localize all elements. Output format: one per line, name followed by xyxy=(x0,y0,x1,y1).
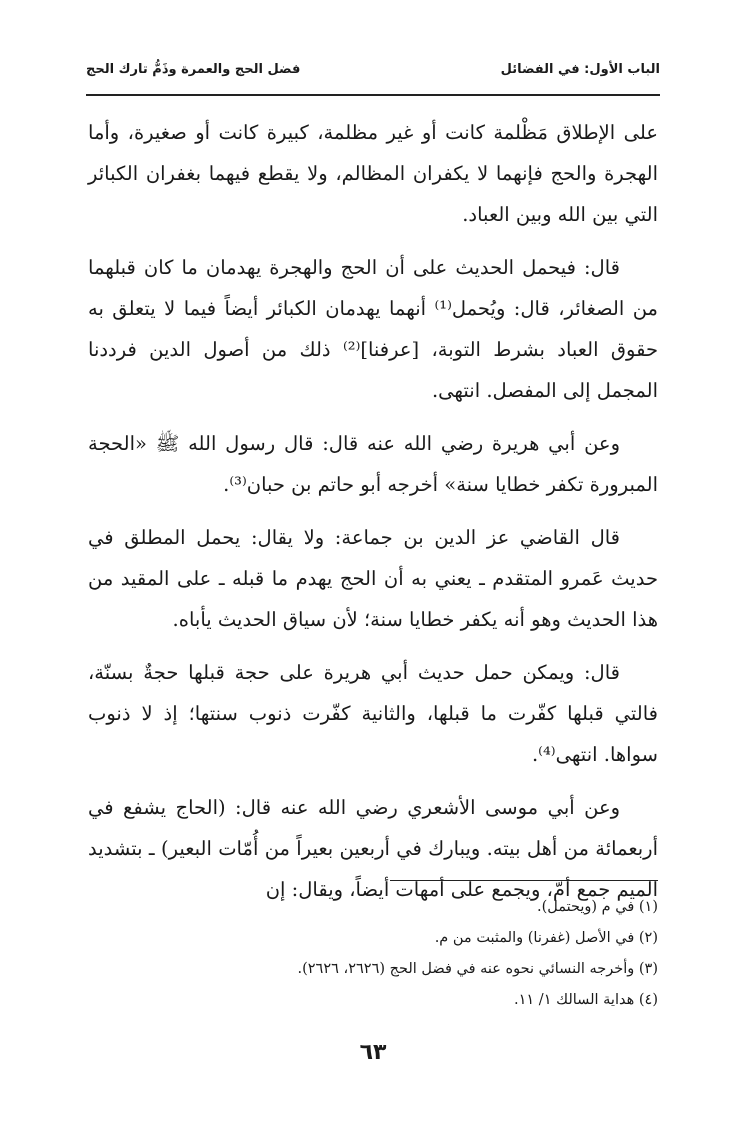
paragraph: وعن أبي موسى الأشعري رضي الله عنه قال: (الحاج يشفع في أربعمائة من أهل بيته. ويبارك في أربعين بعيراً من أُمّات البعير) ـ بتشديد الميم جمع أمّ، ويجمع على أمهات أيضاً، ويقال: إن xyxy=(88,796,658,901)
footnotes xyxy=(88,892,658,1016)
footnote: (٢) في الأصل (غفرنا) والمثبت من م. xyxy=(434,930,658,946)
paragraph: على الإطلاق مَظْلمة كانت أو غير مظلمة، كبيرة كانت أو صغيرة، وأما الهجرة والحج فإنهما لا يكفران المظالم، ولا يقطع فيهما بغفران الكبائر التي بين الله وبين العباد. xyxy=(88,121,658,226)
footnote: (٤) هداية السالك ١/ ١١. xyxy=(514,992,658,1008)
running-header xyxy=(86,58,660,86)
header-rule xyxy=(86,94,660,96)
paragraph: قال: ويمكن حمل حديث أبي هريرة على حجة قبلها حجةٌ بسنّة، فالتي قبلها كفّرت ما قبلها، والثانية كفّرت ذنوب سنتها؛ إذ لا ذنوب سواها. انتهى⁽⁴⁾. xyxy=(88,661,658,766)
main-text xyxy=(88,112,658,922)
header-chapter: الباب الأول: في الفضائل xyxy=(500,62,660,77)
footnote: (١) في م (ويحتمل). xyxy=(536,899,658,915)
paragraph: قال: فيحمل الحديث على أن الحج والهجرة يهدمان ما كان قبلهما من الصغائر، قال: ويُحمل⁽¹⁾ أنهما يهدمان الكبائر أيضاً فيما لا يتعلق به حقوق العباد بشرط التوبة، [عرفنا]⁽²⁾ ذلك من أصول الدين فرددنا المجمل إلى المفصل. انتهى. xyxy=(88,256,659,402)
paragraph: وعن أبي هريرة رضي الله عنه قال: قال رسول الله ﷺ «الحجة المبرورة تكفر خطايا سنة» أخرجه أبو حاتم بن حبان⁽³⁾. xyxy=(88,432,658,496)
footnote-rule xyxy=(390,880,658,881)
header-section: فضل الحج والعمرة وذَمُّ تارك الحج xyxy=(86,62,301,77)
paragraph: قال القاضي عز الدين بن جماعة: ولا يقال: يحمل المطلق في حديث عَمرو المتقدم ـ يعني به أن الحج يهدم ما قبله ـ على المقيد من هذا الحديث وهو أنه يكفر خطايا سنة؛ لأن سياق الحديث يأباه. xyxy=(88,526,658,631)
page-number: ٦٣ xyxy=(359,1040,387,1065)
footnote: (٣) وأخرجه النسائي نحوه عنه في فضل الحج (٢٦٢٦، ٢٦٢٦). xyxy=(297,961,658,977)
